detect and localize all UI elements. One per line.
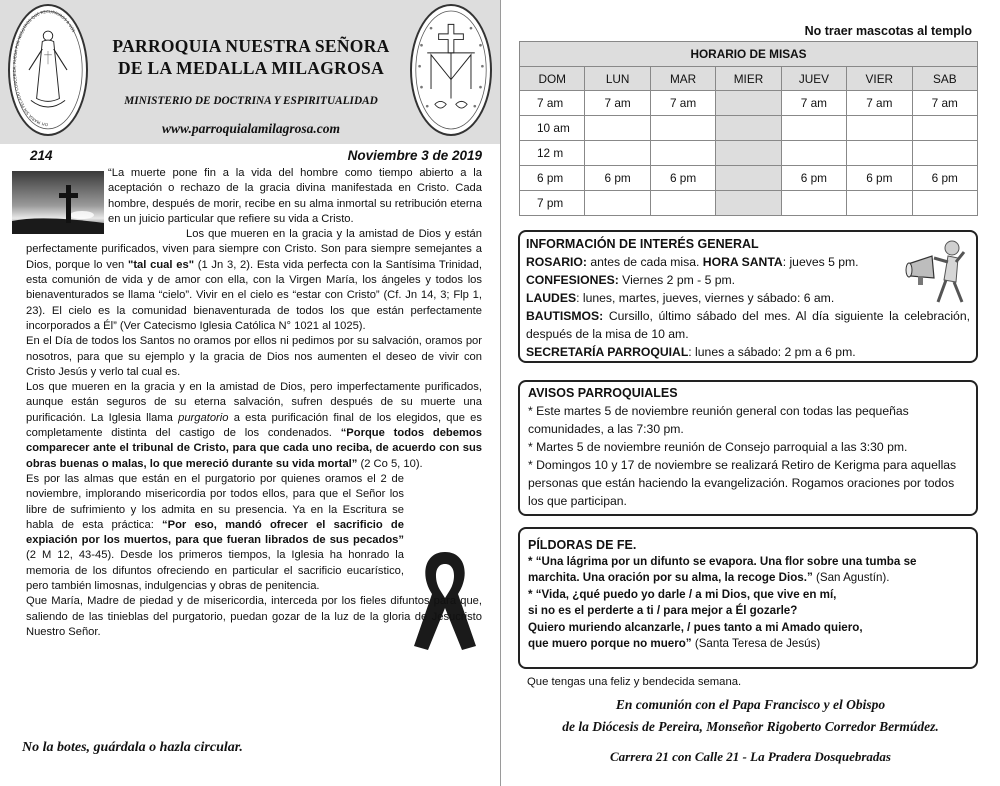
schedule-cell: 7 am [650,91,715,116]
notices-title: AVISOS PARROQUIALES [528,386,678,400]
mass-schedule-table [519,41,978,216]
schedule-cell [585,191,650,216]
schedule-cell [716,166,781,191]
megaphone-icon [904,238,972,308]
schedule-cell: 12 m [520,141,585,166]
parish-title-line2: DE LA MEDALLA MILAGROSA [117,58,385,78]
schedule-cell: 6 pm [585,166,650,191]
list-item: * Este martes 5 de noviembre reunión general con todas las pequeñas comunidades, a las 7:30 pm. [528,404,909,436]
schedule-cell [912,141,977,166]
article-paragraph-4: Los que mueren en la gracia y en la amistad de Dios, pero imperfectamente purificados, aunque están seguros de su eterna salvación, sufren después de su muerte una purificación. La Iglesia llama purgatorio a esta purificación final de los elegidos, que es completamente distinta del castigo de los condenados. “Porque todos debemos comparecer ante el tribunal de Cristo, para que cada uno reciba, de acuerdo con sus obras buenas o malas, lo que mereció durante su vida mortal” (2 Co 5, 10). [26,381,482,470]
schedule-cell: 7 pm [520,191,585,216]
schedule-cell [716,191,781,216]
info-title: INFORMACIÓN DE INTERÉS GENERAL [526,237,759,251]
quote-teresa-line2: si no es el perderte a ti / para mejor a Él gozarle? [528,604,798,617]
schedule-cell: 7 am [781,91,846,116]
table-row [520,116,978,141]
schedule-cell: 6 pm [847,166,912,191]
rosary-info: ROSARIO: antes de cada misa. HORA SANTA: jueves 5 pm. [526,255,859,269]
schedule-day-header [520,67,978,91]
general-info-box [518,230,978,363]
lauds-info: LAUDES: lunes, martes, jueves, viernes y sábado: 6 am. [526,291,835,305]
day-header: LUN [585,67,650,91]
website-link[interactable]: www.parroquialamilagrosa.com [161,121,341,136]
issue-date: Noviembre 3 de 2019 [347,148,482,163]
schedule-cell [650,116,715,141]
issue-number: 214 [30,148,53,163]
schedule-cell [847,116,912,141]
no-pets-notice: No traer mascotas al templo [804,24,972,38]
schedule-cell: 10 am [520,116,585,141]
schedule-caption: HORARIO DE MISAS [520,42,978,67]
list-item: * Martes 5 de noviembre reunión de Consejo parroquial a las 3:30 pm. [528,440,908,454]
schedule-cell [716,141,781,166]
article-paragraph-2: Los que mueren en la gracia y la amistad de Dios y están perfectamente purificados, viven para siempre con Cristo. Son para siempre semejantes a Dios, porque lo ven "tal cual es" (1 Jn 3, 2). Esta vida perfecta con la Santísima Trinidad, esta comunión de vida y de amor con ella, con la Virgen María, los ángeles y todos los bienaventurados se llama “cielo”. Vivir en el cielo es “estar con Cristo” (Cf. Jn 14, 3; Flp 1, 23). El cielo es la comunidad bienaventurada de todos los que están perfectamente incorporados a Él” (Ver Catecismo Iglesia Católica N° 1021 al 1025). [26,228,482,332]
schedule-cell: 6 pm [520,166,585,191]
schedule-cell: 7 am [912,91,977,116]
confessions-info: CONFESIONES: Viernes 2 pm - 5 pm. [526,273,736,287]
schedule-cell [716,91,781,116]
virgin-medal-icon [8,4,88,136]
baptism-info: BAUTISMOS: Cursillo, último sábado del mes. Al día siguiente la celebración, después de la misa de 10 am. [526,309,970,341]
communion-line2: de la Diócesis de Pereira, Monseñor Rigoberto Corredor Bermúdez. [562,719,939,734]
pills-title: PÍLDORAS DE FE. [528,538,637,552]
schedule-cell [781,116,846,141]
table-row [520,191,978,216]
day-header: VIER [847,67,912,91]
day-header: JUEV [781,67,846,91]
schedule-cell: 7 am [847,91,912,116]
table-row [520,141,978,166]
quote-teresa-line3: Quiero muriendo alcanzarle, / pues tanto a mi Amado quiero, [528,620,863,634]
schedule-cell [912,191,977,216]
communion-line1: En comunión con el Papa Francisco y el Obispo [615,697,886,712]
parish-address: Carrera 21 con Calle 21 - La Pradera Dosquebradas [610,749,891,764]
schedule-cell [650,141,715,166]
schedule-cell [716,116,781,141]
monogram-medal-icon [410,4,492,136]
article-paragraph-6: Que María, Madre de piedad y de misericordia, interceda por los fieles difuntos para que, saliendo de las tinieblas del purgatorio, puedan gozar de la luz de la gloria de Jesucristo Nuestro Señor. [26,595,482,638]
quote-teresa-line4: que muero porque no muero” (Santa Teresa de Jesús) [528,637,821,650]
schedule-cell: 6 pm [781,166,846,191]
share-reminder: No la botes, guárdala o hazla circular. [22,740,243,755]
faith-pills-box [518,527,978,669]
schedule-cell: 6 pm [650,166,715,191]
quote-teresa-line1: * “Vida, ¿qué puedo yo darle / a mi Dios, que vive en mí, [528,587,837,601]
table-row [520,91,978,116]
list-item: * Domingos 10 y 17 de noviembre se realizará Retiro de Kerigma para aquellas personas que están haciendo la evangelización. Rogamos oraciones por todos los que participan. [528,458,957,508]
schedule-cell [585,141,650,166]
schedule-cell [781,141,846,166]
day-header: DOM [520,67,585,91]
article-paragraph-1: “La muerte pone fin a la vida del hombre como tiempo abierto a la aceptación o rechazo de la gracia divina manifestada en Cristo. Cada hombre, después de morir, recibe en su alma inmortal su retribución eterna en un juicio particular que refiere su vida a Cristo. [108,167,482,225]
day-header: MIER [716,67,781,91]
schedule-cell: 7 am [585,91,650,116]
parish-title-line1: PARROQUIA NUESTRA SEÑORA [112,36,390,56]
ministry-name: MINISTERIO DE DOCTRINA Y ESPIRITUALIDAD [124,95,378,107]
table-row [520,166,978,191]
closing-wish: Que tengas una feliz y bendecida semana. [527,676,742,688]
schedule-cell: 7 am [520,91,585,116]
article-body [26,166,482,640]
medal-ring-text: OH MARÍA SIN PECADO CONCEBIDA, RUEGA POR NOSOTROS QUE RECURRIMOS A VOS [11,8,77,128]
schedule-cell: 6 pm [912,166,977,191]
right-page [501,0,1000,786]
schedule-cell [650,191,715,216]
parish-notices-box [518,380,978,516]
quote-augustine: * “Una lágrima por un difunto se evapora. Una flor sobre una tumba se marchita. Una oración por su alma, la recoge Dios.” (San Agustín). [528,554,917,584]
schedule-cell [847,141,912,166]
article-paragraph-3: En el Día de todos los Santos no oramos por ellos ni pedimos por su salvación, oramos por nosotros, para que su ejemplo y la gracia de Dios nos aumenten el deseo de vivir con Cristo Jesús y verlo tal cual es. [26,335,482,378]
schedule-cell [781,191,846,216]
article-paragraph-5: Es por las almas que están en el purgatorio por quienes oramos el 2 de noviembre, implorando misericordia por todos ellos, para que el Señor los libre de sufrimiento y los admita en su presencia. Ya en la Escritura se habla de esta práctica: “Por eso, mandó ofrecer el sacrificio de expiación por los muertos, para que fueran librados de sus pecados” (2 M 12, 43-45). Desde los primeros tiempos, la Iglesia ha honrado la memoria de los difuntos ofreciendo en particular el sacrificio eucarístico, pero también limosnas, indulgencias y obras de penitencia. [26,472,404,593]
office-hours-info: SECRETARÍA PARROQUIAL: lunes a sábado: 2 pm a 6 pm. [526,345,856,359]
schedule-cell [912,116,977,141]
schedule-cell [847,191,912,216]
schedule-cell [585,116,650,141]
day-header: SAB [912,67,977,91]
day-header: MAR [650,67,715,91]
